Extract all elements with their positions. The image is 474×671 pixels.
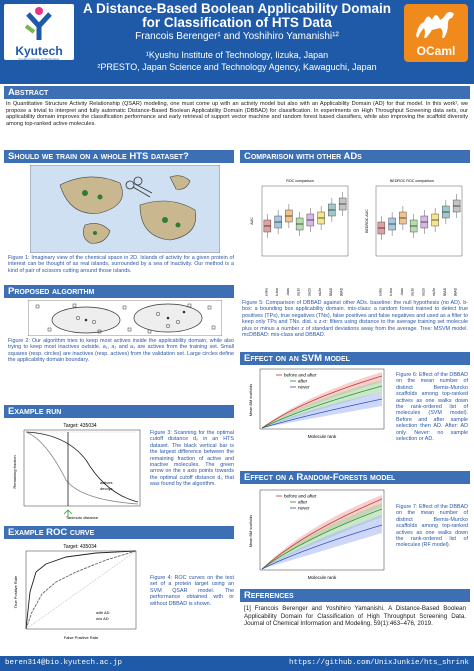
ad-comparison-boxplots: [242, 166, 468, 296]
fig5-category-label: dist≤1σ: [296, 288, 301, 296]
reference-1: [1] Francois Berenger and Yoshihiro Yamanishi. A Distance-Based Boolean Applicability Domain for Classification of High Throughput Screening Data. Journal of Chemical Information and Modeling, 59(1):463–476, 2019.: [244, 605, 466, 628]
fig6-legend-before-after: before and after: [284, 372, 317, 378]
contact-email[interactable]: beren314@bio.kyutech.ac.jp: [5, 659, 123, 667]
fig5-category-label: b-box: [275, 288, 280, 296]
fig7-xlabel: Molecule rank: [307, 575, 337, 580]
figure-1-caption: Figure 1: Imaginary view of the chemical space in 2D. Islands of activity for a given protein of interest can be thought of as real islands, surrounded by a sea of inactivity. Our method is a kind of pair of scissors cutting around those islands.: [8, 255, 234, 274]
poster-title: [80, 2, 394, 30]
fig5-category-label: dist≤2σ: [307, 288, 312, 296]
figure-7: [242, 487, 388, 583]
figure-5: [242, 166, 468, 296]
kyutech-logo-icon: [22, 6, 56, 42]
affiliation-2: ²PRESTO, Japan Science and Technology Agency, Kawaguchi, Japan: [97, 62, 377, 72]
fig7-legend-before-after: before and after: [284, 493, 317, 499]
ocaml-wordmark: OCaml: [416, 44, 456, 58]
roc-curve-plot: [6, 542, 146, 642]
chemical-space-islands-illustration: [30, 165, 220, 253]
section-comparison-header: Comparison with other ADs: [240, 150, 470, 163]
kyutech-wordmark: Kyutech: [15, 44, 63, 58]
fig4-title: Target: 435034: [63, 544, 97, 550]
fig5-category-label: mcDBBAD: [453, 288, 458, 296]
fig6-xlabel: Molecule rank: [307, 434, 337, 439]
kyutech-subtitle: Kyushu Institute of Technology: [18, 57, 60, 61]
fig5-category-label: DBBAD: [328, 288, 333, 296]
section-algorithm-header: Proposed algorithm: [4, 285, 234, 298]
figure-4: [6, 542, 146, 642]
fig5-category-label: DBBAD: [442, 288, 447, 296]
fig5-category-label: dist≤2σ: [421, 288, 426, 296]
figure-6: [242, 366, 388, 442]
svm-scaffold-curves: [242, 366, 388, 442]
camel-icon: [414, 6, 458, 42]
section-references-header: References: [240, 589, 470, 602]
figure-3-caption: Figure 3: Scanning for the optimal cutoff distance d₀ in an HTS dataset. The black vertical bar is the largest difference between the remaining fraction of active and inactive molecules. The green arrow on the x axis points towards the optimal cutoff distance d₀ that was found by the algorithm.: [150, 430, 234, 488]
fig5-right-ylabel: BEDROC AUC: [365, 209, 369, 233]
section-example-run-header: Example run: [4, 405, 234, 418]
fig6-legend-never: never: [298, 384, 310, 390]
poster-footer: [0, 656, 474, 671]
section-svm-header: Effect on an SVM model: [240, 352, 470, 365]
fig7-legend-never: never: [298, 505, 310, 511]
title-line-1: A Distance-Based Boolean Applicability Domain: [82, 1, 392, 16]
fig4-legend-without-ad: w/o AD: [96, 616, 109, 621]
section-rf-header: Effect on a Random-Forests model: [240, 471, 470, 484]
fig5-left-ylabel: AUC: [250, 217, 254, 225]
fig3-xlabel: Tanimoto distance: [65, 515, 99, 520]
fig5-right-title: BEDROC ROC comparison: [390, 179, 434, 183]
abstract-header: Abstract: [4, 86, 470, 99]
fig7-ylabel: Mean BM scaffolds: [249, 514, 253, 548]
fig7-legend-after: after: [298, 499, 308, 505]
figure-2-caption: Figure 2: Our algorithm tries to keep most actives inside the applicability domain, while also trying to keep most inactives outside. a₁, a₂ and a₃ are actives from the training set. Small squares (resp. circles) are inactives (resp. actives) from the validation set. Large circles define the applicability domain boundary.: [8, 338, 234, 364]
fig4-xlabel: False Positive Rate: [63, 635, 99, 640]
figure-6-caption: Figure 6: Effect of the DBBAD on the mean number of distinct Bemis-Murcko scaffolds among top-ranked actives as one walks down the rank-ordered list of molecules (SVM model). Before and after sample selection then AD. After: AD only. Never: no sample selection or AD.: [396, 372, 468, 443]
kyutech-logo: [4, 4, 74, 60]
fig3-ylabel: Remaining fraction: [12, 455, 17, 489]
fig5-category-label: b-box: [389, 288, 394, 296]
figure-2: [28, 300, 222, 336]
affiliation-1: ¹Kyushu Institute of Technology, Iizuka, Japan: [145, 50, 329, 60]
fig6-ylabel: Mean BM scaffolds: [249, 383, 253, 417]
fig5-category-label: dist≤3σ: [318, 288, 323, 296]
authors: Francois Berenger¹ and Yoshihiro Yamanishi¹²: [135, 31, 339, 42]
fig5-left-title: ROC comparison: [286, 179, 314, 183]
ocaml-logo: [404, 4, 468, 62]
fig3-legend-actives: actives: [100, 480, 113, 485]
figure-5-caption: Figure 5: Comparison of DBBAD against other ADs. baseline: the null hypothesis (no AD). b-box: a bounding box applicability domain. mis-class: a random forest trained to detect true positives (TPs), true negatives (TNs), false positives and false negatives and used as a filter to keep only TPs and TNs. dist. ≤ z∙σ: filters using distance to the average training set molecule plus or minus a number z of standard deviations away from the average. Tree: MSVM model. mcDBBAD: mis-class and DBBAD.: [242, 300, 468, 339]
fig5-category-label: dist≤3σ: [432, 288, 437, 296]
fig5-category-label: mcDBBAD: [339, 288, 344, 296]
algorithm-domain-illustration: [28, 300, 222, 336]
fig4-ylabel: True Positive Rate: [13, 575, 18, 609]
fig3-title: Target: 435034: [63, 423, 97, 429]
fig4-legend-with-ad: with AD: [96, 610, 110, 615]
fig5-category-label: mis-class: [285, 288, 290, 296]
rf-scaffold-curves: [242, 487, 388, 583]
fig5-category-label: baseline: [378, 288, 383, 296]
figure-7-caption: Figure 7: Effect of the DBBAD on the mean number of distinct Bemis-Murcko scaffolds among top-ranked actives as one walks down the rank-ordered list of molecules (RF model).: [396, 504, 468, 549]
section-example-roc-header: Example ROC curve: [4, 526, 234, 539]
cutoff-scan-plot: [6, 420, 146, 520]
fig5-category-label: baseline: [264, 288, 269, 296]
github-link[interactable]: https://github.com/UnixJunkie/hts_shrink: [288, 659, 469, 667]
section-train-header: Should we train on a whole HTS dataset?: [4, 150, 234, 163]
fig6-legend-after: after: [298, 378, 308, 384]
figure-3: [6, 420, 146, 520]
fig5-category-label: mis-class: [399, 288, 404, 296]
abstract-text: In Quantitative Structure Activity Relationship (QSAR) modeling, one must come up with an activity model but also with an Applicability Domain (AD) for that model. In this work¹, we propose a trivial to interpret and fully automatic Distance-Based Boolean Applicability Domain (DBBAD) for classification. In experiments on High Throughput Screening data sets, our applicability domain improves the classification performance and early retrieval of support vector machine and random forest based classifiers, while also improving the scaffold diversity among top-ranked active molecules.: [6, 101, 468, 128]
poster-header: [0, 0, 474, 84]
figure-4-caption: Figure 4: ROC curves on the test set of a protein target using an SVM QSAR model. The performance obtained with or without DBBAD is shown.: [150, 575, 234, 607]
fig5-category-label: dist≤1σ: [410, 288, 415, 296]
title-line-2: for Classification of HTS Data: [142, 15, 332, 30]
figure-1: [30, 165, 220, 253]
fig3-legend-decoys: decoys: [100, 486, 113, 491]
